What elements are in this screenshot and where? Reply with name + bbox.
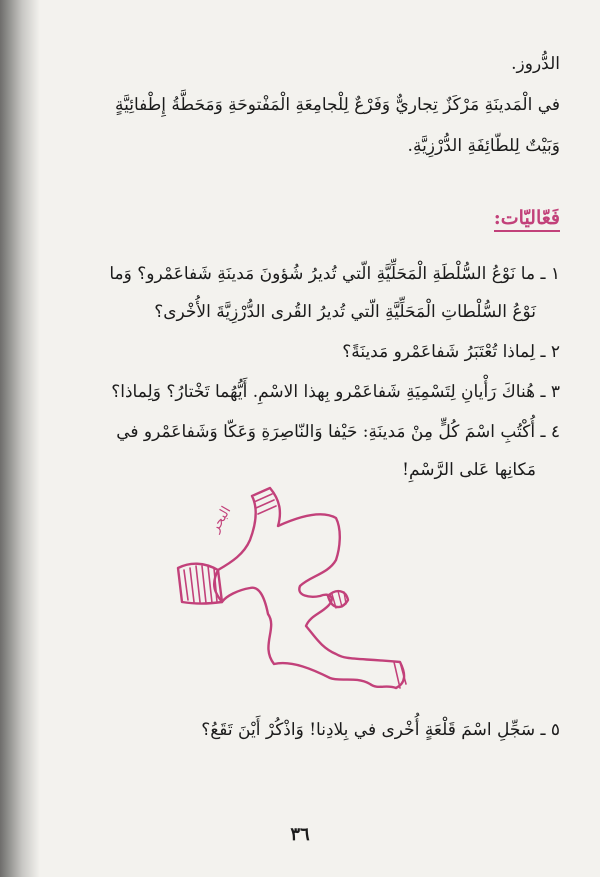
activities-heading: فَعّاليّات: bbox=[494, 207, 560, 232]
coastline-outline bbox=[214, 488, 404, 688]
sea-label: البحر bbox=[207, 504, 235, 535]
coastline-map bbox=[160, 478, 430, 693]
text-line-2: في الْمَدينَةِ مَرْكَزٌ تِجاريٌّ وَفَرْعٌ لِلْجامِعَةِ الْمَفْتوحَةِ وَمَحَطَّةُ إِطْفائِيَّةٍ bbox=[115, 95, 560, 115]
question-1-line-1: ١ ـ ما نَوْعُ السُّلْطَةِ الْمَحَلِّيَّةِ الّتي تُديرُ شُؤونَ مَدينَةِ شَفاعَمْرو؟ وَما bbox=[109, 264, 560, 284]
question-4-line-2: مَكانِها عَلى الرَّسْمِ! bbox=[402, 460, 536, 480]
text-line-1: الدُّروز. bbox=[511, 54, 560, 74]
text-line-3: وَبَيْتٌ لِلطّائِفَةِ الدُّرْزِيَّةِ. bbox=[407, 136, 560, 156]
question-1-line-2: نَوْعُ السُّلْطاتِ الْمَحَلِّيَّةِ الّتي تُديرُ القُرى الدُّرْزِيَّةَ الأُخْرى؟ bbox=[154, 302, 536, 322]
question-5: ٥ ـ سَجِّلِ اسْمَ قَلْعَةٍ أُخْرى في بِلادِنا! وَاذْكُرْ أَيْنَ تَقَعُ؟ bbox=[201, 720, 560, 740]
question-2: ٢ ـ لِماذا تُعْتَبَرُ شَفاعَمْرو مَدينَةً؟ bbox=[342, 342, 560, 362]
question-4-line-1: ٤ ـ أُكْتُبِ اسْمَ كُلٍّ مِنْ مَدينَةِ: حَيْفا وَالنّاصِرَةِ وَعَكّا وَشَفاعَمْرو في bbox=[116, 422, 560, 442]
question-3: ٣ ـ هُناكَ رَأْيانِ لِتَسْمِيَةِ شَفاعَمْرو بِهذا الاسْمِ. أَيُّهُما تَخْتارُ؟ وَلِماذا؟ bbox=[111, 382, 560, 402]
page-number: ٣٦ bbox=[290, 824, 310, 845]
